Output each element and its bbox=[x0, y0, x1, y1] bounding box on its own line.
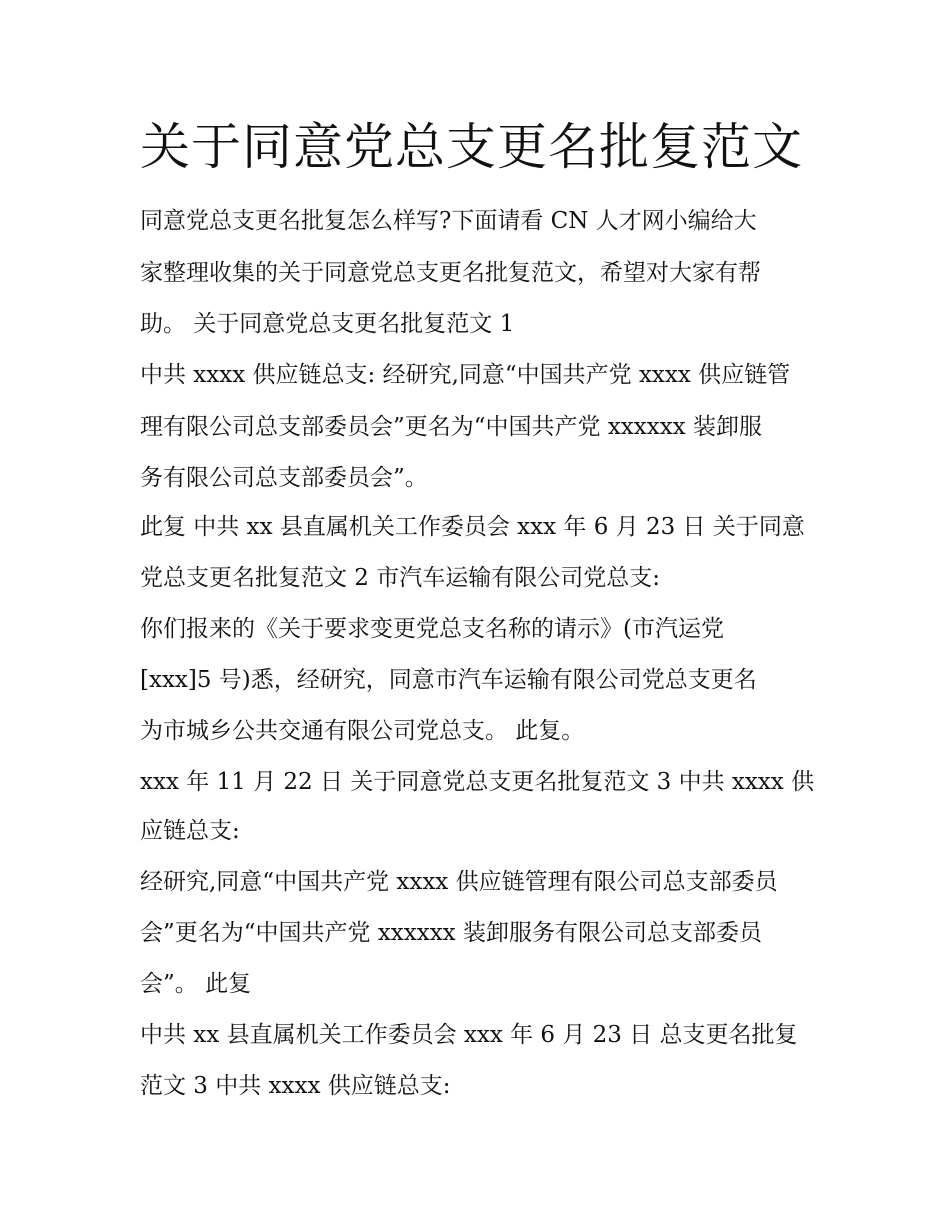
body-line: 党总支更名批复范文 2 市汽车运输有限公司党总支: bbox=[140, 565, 661, 591]
body-line: 助。 关于同意党总支更名批复范文 1 bbox=[140, 311, 515, 337]
body-line: 中共 xx 县直属机关工作委员会 xxx 年 6 月 23 日 总支更名批复 bbox=[140, 1022, 798, 1048]
body-line: 同意党总支更名批复怎么样写?下面请看 CN 人才网小编给大 bbox=[140, 208, 757, 234]
body-line: 经研究,同意“中国共产党 xxxx 供应链管理有限公司总支部委员 bbox=[140, 869, 778, 895]
body-line: 此复 中共 xx 县直属机关工作委员会 xxx 年 6 月 23 日 关于同意 bbox=[140, 514, 805, 540]
body-line: 理有限公司总支部委员会”更名为“中国共产党 xxxxxx 装卸服 bbox=[140, 414, 762, 440]
body-line: [xxx]5 号)悉，经研究，同意市汽车运输有限公司党总支更名 bbox=[140, 667, 757, 693]
body-line: xxx 年 11 月 22 日 关于同意党总支更名批复范文 3 中共 xxxx 供 bbox=[140, 769, 815, 795]
body-line: 会”更名为“中国共产党 xxxxxx 装卸服务有限公司总支部委员 bbox=[140, 920, 762, 946]
body-line: 范文 3 中共 xxxx 供应链总支: bbox=[140, 1073, 451, 1099]
body-line: 会”。 此复 bbox=[140, 971, 252, 997]
body-line: 应链总支: bbox=[140, 818, 240, 844]
body-line: 家整理收集的关于同意党总支更名批复范文，希望对大家有帮 bbox=[140, 260, 761, 286]
body-line: 中共 xxxx 供应链总支: 经研究,同意“中国共产党 xxxx 供应链管 bbox=[140, 362, 791, 388]
body-line: 为市城乡公共交通有限公司党总支。 此复。 bbox=[140, 718, 585, 744]
body-line: 你们报来的《关于要求变更党总支名称的请示》(市汽运党 bbox=[140, 616, 724, 642]
body-line: 务有限公司总支部委员会”。 bbox=[140, 465, 428, 491]
document-title: 关于同意党总支更名批复范文 bbox=[140, 118, 803, 176]
